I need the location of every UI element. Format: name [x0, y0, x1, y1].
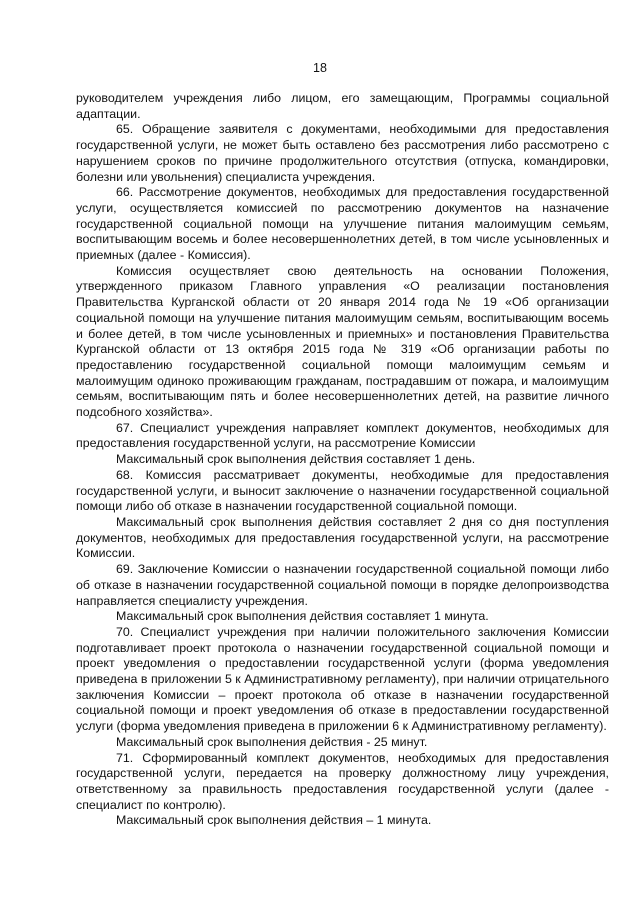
- paragraph-item-70: 70. Специалист учреждения при наличии положительного заключения Комиссии подготавливает проект протокола о назначении государственной социальной помощи и проект уведомления о предоставлении государственной услуги (форма уведомления приведена в приложении 5 к Административному регламенту), при наличии отрицательного заключения Комиссии – проект протокола об отказе в назначении государственной социальной помощи и проект уведомления об отказе в предоставлении государственной услуги (форма уведомления приведена в приложении 6 к Административному регламенту).: [76, 624, 609, 734]
- paragraph-item-67: 67. Специалист учреждения направляет комплект документов, необходимых для предоставления государственной услуги, на рассмотрение Комиссии: [76, 420, 609, 451]
- paragraph-item-69: 69. Заключение Комиссии о назначении государственной социальной помощи либо об отказе в назначении государственной социальной помощи в порядке делопроизводства направляется специалисту учреждения.: [76, 562, 609, 608]
- paragraph-commission-basis: Комиссия осуществляет свою деятельность на основании Положения, утвержденного приказом Главного управления «О реализации постановления Правительства Курганской области от 20 января 2014 года № 19 «Об организации социальной помощи на улучшение питания малоимущим семьям, воспитывающим восемь и более детей, в том числе усыновленных и приемных» и постановления Правительства Курганской области от 13 октября 2015 года № 319 «Об организации работы по предоставлению государственной социальной помощи малоимущим семьям и малоимущим одиноко проживающим гражданам, пострадавшим от пожара, и малоимущим семьям, воспитывающим пять и более несовершеннолетних детей, на развитие личного подсобного хозяйства».: [76, 263, 609, 420]
- paragraph-deadline-67: Максимальный срок выполнения действия составляет 1 день.: [116, 452, 476, 467]
- page-number: 18: [313, 61, 327, 75]
- paragraph-deadline-68: Максимальный срок выполнения действия составляет 2 дня со дня поступления документов, необходимых для предоставления государственной услуги, на рассмотрение Комиссии.: [76, 514, 609, 561]
- paragraph-continuation: руководителем учреждения либо лицом, его замещающим, Программы социальной адаптации.: [76, 91, 609, 121]
- paragraph-deadline-71: Максимальный срок выполнения действия – 1 минута.: [116, 813, 432, 828]
- paragraph-item-68: 68. Комиссия рассматривает документы, необходимые для предоставления государственной услуги, и выносит заключение о назначении государственной социальной помощи либо об отказе в назначении государственной социальной помощи.: [76, 467, 609, 514]
- paragraph-item-71: 71. Сформированный комплект документов, необходимых для предоставления государственной услуги, передается на проверку должностному лицу учреждения, ответственному за правильность предоставления государственной услуги (далее - специалист по контролю).: [76, 750, 609, 812]
- document-body: [76, 91, 609, 829]
- paragraph-deadline-69: Максимальный срок выполнения действия составляет 1 минута.: [116, 609, 489, 624]
- paragraph-deadline-70: Максимальный срок выполнения действия - 25 минут.: [116, 734, 428, 749]
- paragraph-item-66: 66. Рассмотрение документов, необходимых для предоставления государственной услуги, осуществляется комиссией по рассмотрению документов на назначение государственной социальной помощи на улучшение питания малоимущим семьям, воспитывающим восемь и более несовершеннолетних детей, в том числе усыновленных и приемных (далее - Комиссия).: [76, 185, 609, 263]
- paragraph-item-65: 65. Обращение заявителя с документами, необходимыми для предоставления государственной услуги, не может быть оставлено без рассмотрения либо рассмотрено с нарушением сроков по причине продолжительного отсутствия (отпуска, командировки, болезни или увольнения) специалиста учреждения.: [76, 122, 609, 184]
